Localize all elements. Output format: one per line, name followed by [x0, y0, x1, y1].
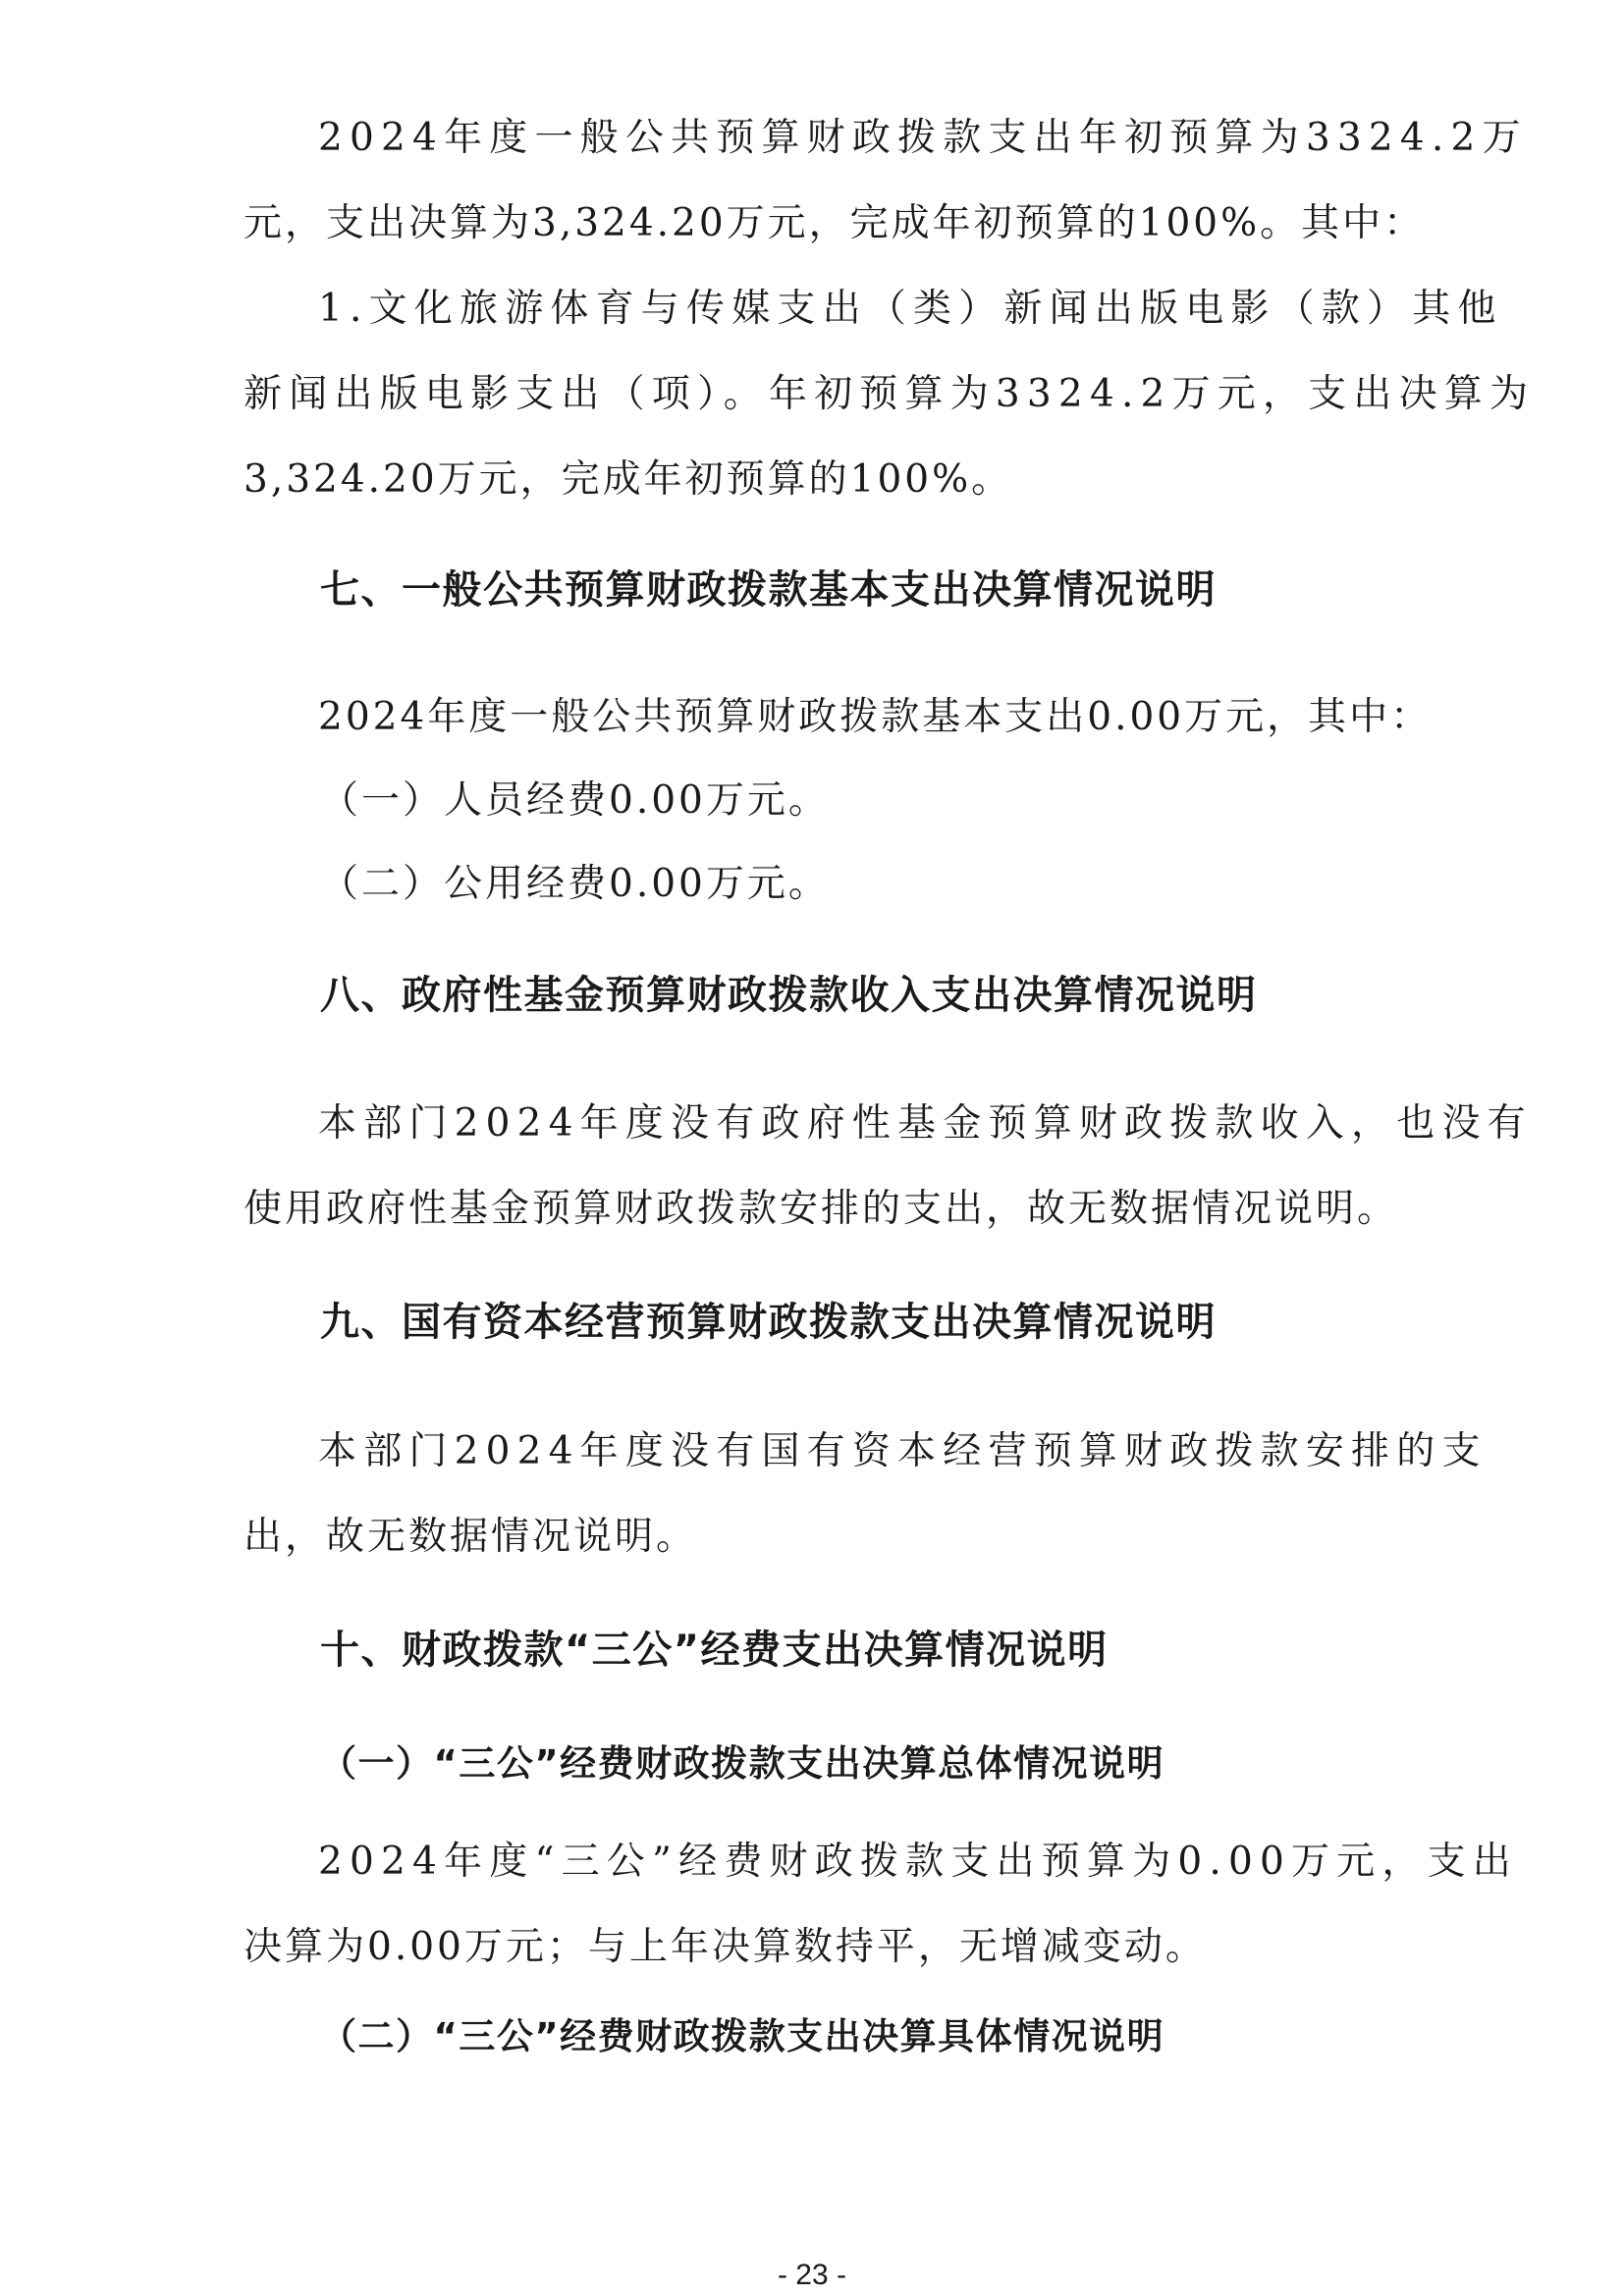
- paragraph-line: 1.文化旅游体育与传媒支出（类）新闻出版电影（款）其他: [318, 287, 1503, 331]
- paragraph-line: 3,324.20万元，完成年初预算的100%。: [244, 457, 1013, 502]
- paragraph-line: 元，支出决算为3,324.20万元，完成年初预算的100%。其中：: [244, 201, 1426, 245]
- paragraph-line: 2024年度一般公共预算财政拨款支出年初预算为3324.2万: [318, 116, 1528, 160]
- paragraph-line: 决算为0.00万元；与上年决算数持平，无增减变动。: [244, 1925, 1207, 1969]
- paragraph-line: 2024年度“三公”经费财政拨款支出预算为0.00万元，支出: [318, 1840, 1518, 1884]
- section-heading-8: 八、政府性基金预算财政拨款收入支出决算情况说明: [320, 973, 1258, 1018]
- paragraph-line: 本部门2024年度没有国有资本经营预算财政拨款安排的支: [318, 1429, 1488, 1473]
- paragraph-line: 2024年度一般公共预算财政拨款基本支出0.00万元，其中：: [318, 695, 1433, 739]
- paragraph-line: 使用政府性基金预算财政拨款安排的支出，故无数据情况说明。: [244, 1187, 1399, 1231]
- page-number: - 23 -: [777, 2259, 847, 2291]
- section-heading-10: 十、财政拨款“三公”经费支出决算情况说明: [320, 1628, 1109, 1673]
- subsection-heading-2: （二）“三公”经费财政拨款支出决算具体情况说明: [320, 2015, 1165, 2057]
- list-item: （一）人员经费0.00万元。: [320, 778, 830, 823]
- subsection-heading-1: （一）“三公”经费财政拨款支出决算总体情况说明: [320, 1742, 1165, 1785]
- paragraph-line: 新闻出版电影支出（项）。年初预算为3324.2万元，支出决算为: [244, 372, 1536, 416]
- paragraph-line: 本部门2024年度没有政府性基金预算财政拨款收入，也没有: [318, 1101, 1533, 1146]
- section-heading-7: 七、一般公共预算财政拨款基本支出决算情况说明: [320, 567, 1217, 613]
- section-heading-9: 九、国有资本经营预算财政拨款支出决算情况说明: [320, 1300, 1217, 1345]
- list-item: （二）公用经费0.00万元。: [320, 862, 830, 906]
- paragraph-line: 出，故无数据情况说明。: [244, 1515, 698, 1559]
